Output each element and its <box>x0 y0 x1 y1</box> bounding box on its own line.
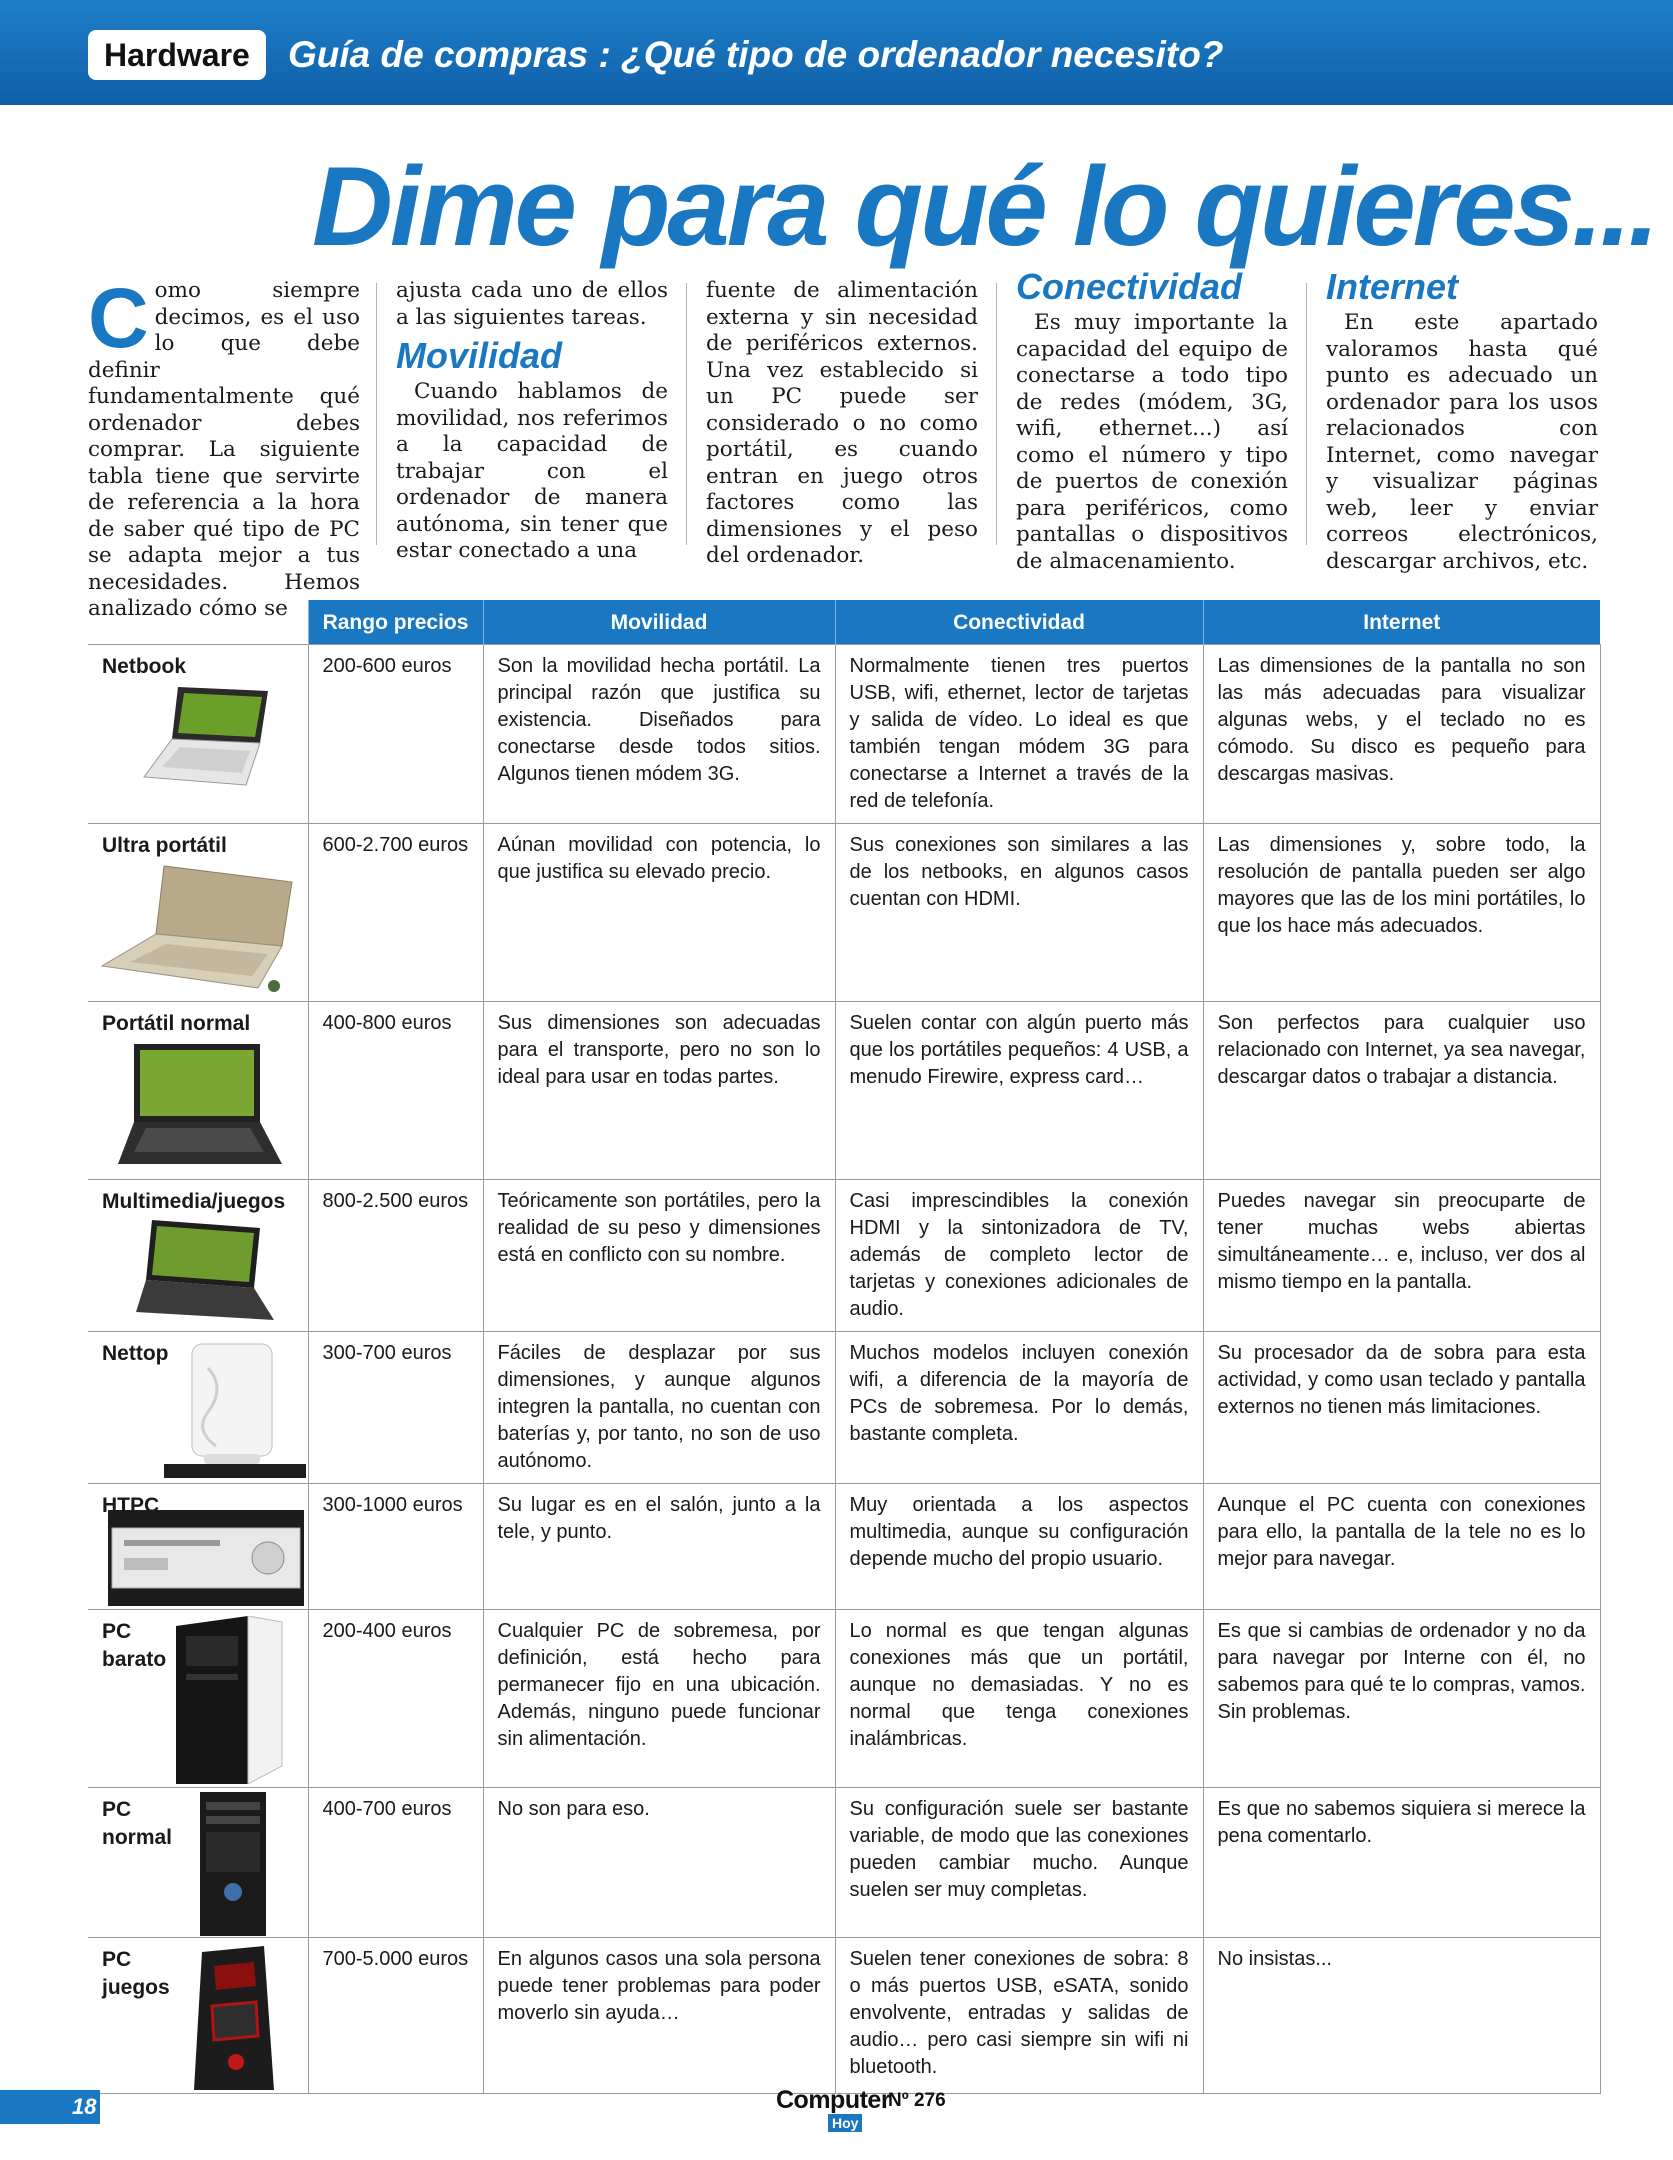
magazine-logo-sub: Hoy <box>828 2114 862 2132</box>
conectividad-cell: Lo normal es que tengan algunas conexiones más que un portátil, aunque no demasiadas. Y no es normal que tenga conexiones inalámbricas. <box>835 1610 1203 1788</box>
row-category <box>88 824 308 1002</box>
movilidad-cell: Son la movilidad hecha portátil. La principal razón que justifica su existencia. Diseñados para conectarse desde todos sitios. Algunos tienen módem 3G. <box>483 645 835 824</box>
internet-cell: No insistas... <box>1203 1938 1600 2094</box>
internet-heading: Internet <box>1326 266 1459 307</box>
table-row <box>88 1332 1600 1484</box>
magazine-logo: Computer <box>776 2086 891 2114</box>
internet-cell: Su procesador da de sobra para esta actividad, y como usan teclado y pantalla externos no tienen más limitaciones. <box>1203 1332 1600 1484</box>
table-row <box>88 1002 1600 1180</box>
price-cell: 800-2.500 euros <box>308 1180 483 1332</box>
issue-number: Nº 276 <box>888 2090 946 2111</box>
row-category <box>88 1002 308 1180</box>
price-cell: 700-5.000 euros <box>308 1938 483 2094</box>
intro-column-4 <box>1016 266 1288 575</box>
table-row <box>88 1788 1600 1938</box>
column-header-movilidad: Movilidad <box>483 600 835 645</box>
comparison-table <box>88 600 1601 2094</box>
movilidad-cell: No son para eso. <box>483 1788 835 1938</box>
row-name: PC barato <box>102 1620 167 1671</box>
row-name: Multimedia/juegos <box>102 1190 286 1213</box>
row-category <box>88 1938 308 2094</box>
laptop-icon <box>112 1040 288 1172</box>
row-name: PC juegos <box>102 1948 170 1999</box>
price-cell: 600-2.700 euros <box>308 824 483 1002</box>
htpc-icon <box>108 1510 304 1608</box>
price-cell: 400-800 euros <box>308 1002 483 1180</box>
table-row <box>88 824 1600 1002</box>
row-category <box>88 1788 308 1938</box>
movilidad-cell: Sus dimensiones son adecuadas para el transporte, pero no son lo ideal para usar en todas partes. <box>483 1002 835 1180</box>
column-header-price: Rango precios <box>308 600 483 645</box>
column-header-conectividad: Conectividad <box>835 600 1203 645</box>
intro-column-5 <box>1326 266 1598 575</box>
conectividad-heading: Conectividad <box>1016 266 1243 307</box>
movilidad-heading: Movilidad <box>396 335 563 376</box>
movilidad-cell: Cualquier PC de sobremesa, por definición, está hecho para permanecer fijo en una ubicación. Además, ninguno puede funcionar sin alimentación. <box>483 1610 835 1788</box>
price-cell: 300-1000 euros <box>308 1484 483 1610</box>
table-row <box>88 1610 1600 1788</box>
price-cell: 400-700 euros <box>308 1788 483 1938</box>
conectividad-cell: Suelen contar con algún puerto más que los portátiles pequeños: 4 USB, a menudo Firewire, express card… <box>835 1002 1203 1180</box>
row-name: HTPC <box>102 1494 160 1517</box>
ultraportable-icon <box>92 860 304 996</box>
internet-cell: Es que si cambias de ordenador y no da para navegar por Interne con él, no sabemos para qué te lo compras, vamos. Sin problemas. <box>1203 1610 1600 1788</box>
movilidad-cell: En algunos casos una sola persona puede tener problemas para poder moverlo sin ayuda… <box>483 1938 835 2094</box>
intro-column-1 <box>88 271 360 623</box>
row-name: Portátil normal <box>102 1012 251 1035</box>
row-name: Nettop <box>102 1342 169 1365</box>
internet-cell: Las dimensiones y, sobre todo, la resolución de pantalla pueden ser algo mayores que las de los mini portátiles, lo que los hace más adecuados. <box>1203 824 1600 1002</box>
conectividad-cell: Normalmente tienen tres puertos USB, wifi, ethernet, lector de tarjetas y salida de vídeo. Lo ideal es que también tengan módem 3G para conectarse a Internet a través de la red de telefonía. <box>835 645 1203 824</box>
conectividad-cell: Su configuración suele ser bastante variable, de modo que las conexiones pueden cambiar mucho. Aunque suelen ser muy completas. <box>835 1788 1203 1938</box>
column-header-internet: Internet <box>1203 600 1600 645</box>
price-cell: 200-400 euros <box>308 1610 483 1788</box>
internet-cell: Es que no sabemos siquiera si merece la pena comentarlo. <box>1203 1788 1600 1938</box>
gaming-tower-icon <box>194 1946 280 2090</box>
intro-paragraph-1: omo siempre decimos, es el uso lo que debe definir fundamentalmente qué ordenador debes comprar. La siguiente tabla tiene que servirte de referencia a la hora de saber qué tipo de PC se adapta mejor a tus necesidades. Hemos analizado cómo se <box>88 278 360 621</box>
table-header-row <box>88 600 1600 645</box>
movilidad-paragraph: Cuando hablamos de movilidad, nos referimos a la capacidad de trabajar con el ordenador de manera autónoma, sin tener que estar conectado a una <box>396 379 668 563</box>
row-category <box>88 1180 308 1332</box>
table-row <box>88 645 1600 824</box>
row-category <box>88 1610 308 1788</box>
multimedia-laptop-icon <box>132 1216 282 1326</box>
row-category <box>88 1332 308 1484</box>
table-corner <box>88 600 308 645</box>
conectividad-paragraph: Es muy importante la capacidad del equipo de conectarse a todo tipo de redes (módem, 3G, wifi, ethernet...) así como el número y tipo de puertos de conexión para periféricos, como pantallas o dispositivos de almacenamiento. <box>1016 310 1288 574</box>
section-tag: Hardware <box>88 30 266 80</box>
row-category <box>88 645 308 824</box>
internet-cell: Aunque el PC cuenta con conexiones para ello, la pantalla de la tele no es lo mejor para navegar. <box>1203 1484 1600 1610</box>
column-divider <box>376 283 377 545</box>
price-cell: 300-700 euros <box>308 1332 483 1484</box>
nettop-icon <box>164 1338 306 1480</box>
conectividad-cell: Muchos modelos incluyen conexión wifi, a diferencia de la mayoría de PCs de sobremesa. Por lo demás, bastante completa. <box>835 1332 1203 1484</box>
row-name: PC normal <box>102 1798 173 1849</box>
column-divider <box>1306 283 1307 545</box>
drop-cap: C <box>88 271 149 365</box>
header-title: Guía de compras : ¿Qué tipo de ordenador necesito? <box>288 34 1224 75</box>
page-headline: Dime para qué lo quieres... <box>312 144 1657 269</box>
table-row <box>88 1484 1600 1610</box>
row-category <box>88 1484 308 1610</box>
conectividad-cell: Suelen tener conexiones de sobra: 8 o más puertos USB, eSATA, sonido envolvente, entradas y salidas de audio… pero casi siempre sin wifi ni bluetooth. <box>835 1938 1203 2094</box>
internet-cell: Las dimensiones de la pantalla no son las más adecuadas para visualizar algunas webs, y el teclado no es cómodo. Su disco es pequeño para descargas masivas. <box>1203 645 1600 824</box>
internet-cell: Son perfectos para cualquier uso relacionado con Internet, ya sea navegar, descargar datos o trabajar a distancia. <box>1203 1002 1600 1180</box>
movilidad-cell: Aúnan movilidad con potencia, lo que justifica su elevado precio. <box>483 824 835 1002</box>
conectividad-cell: Sus conexiones son similares a las de los netbooks, en algunos casos cuentan con HDMI. <box>835 824 1203 1002</box>
conectividad-cell: Muy orientada a los aspectos multimedia, aunque su configuración depende mucho del propio usuario. <box>835 1484 1203 1610</box>
intro-column-2 <box>396 278 668 565</box>
column-divider <box>996 283 997 545</box>
tower-white-icon <box>176 1616 288 1784</box>
internet-paragraph: En este apartado valoramos hasta qué punto es adecuado un ordenador para los usos relacionados con Internet, como navegar y visualizar páginas web, leer y enviar correos electrónicos, descargar archivos, etc. <box>1326 310 1598 574</box>
movilidad-paragraph-cont: fuente de alimentación externa y sin necesidad de periféricos externos. Una vez establecido si un PC puede ser considerado o no como portátil, es cuando entran en juego otros factores como las dimensiones y el peso del ordenador. <box>706 278 978 568</box>
conectividad-cell: Casi imprescindibles la conexión HDMI y la sintonizadora de TV, además de completo lector de tarjetas y conexiones adicionales de audio. <box>835 1180 1203 1332</box>
movilidad-cell: Teóricamente son portátiles, pero la realidad de su peso y dimensiones está en conflicto con su nombre. <box>483 1180 835 1332</box>
laptop-small-icon <box>128 681 288 793</box>
row-name: Netbook <box>102 655 186 678</box>
column-divider <box>686 283 687 545</box>
table-row <box>88 1938 1600 2094</box>
page-number: 18 <box>72 2094 97 2119</box>
intro-column-3 <box>706 278 978 570</box>
price-cell: 200-600 euros <box>308 645 483 824</box>
movilidad-cell: Su lugar es en el salón, junto a la tele, y punto. <box>483 1484 835 1610</box>
row-name: Ultra portátil <box>102 834 227 857</box>
table-row <box>88 1180 1600 1332</box>
movilidad-cell: Fáciles de desplazar por sus dimensiones, y aunque algunos integren la pantalla, no cuentan con baterías y, por tanto, no son de uso autónomo. <box>483 1332 835 1484</box>
tower-black-icon <box>200 1792 276 1936</box>
intro-paragraph-2: ajusta cada uno de ellos a las siguientes tareas. <box>396 278 668 330</box>
internet-cell: Puedes navegar sin preocuparte de tener muchas webs abiertas simultáneamente… e, incluso, ver dos al mismo tiempo en la pantalla. <box>1203 1180 1600 1332</box>
